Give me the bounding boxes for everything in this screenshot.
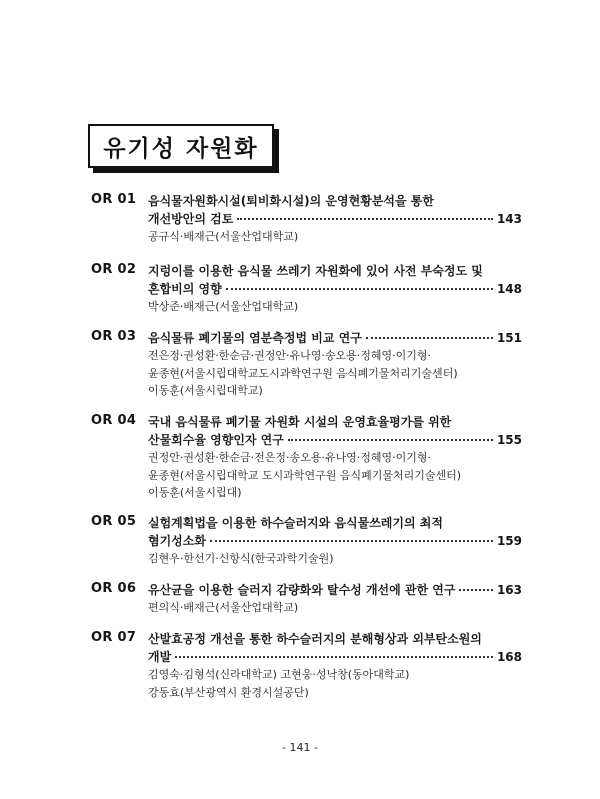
entry-title: 혐기성소화 — [148, 534, 206, 548]
entry-page: 155 — [496, 433, 522, 447]
entry-title: 유산균을 이용한 슬러지 감량화와 탈수성 개선에 관한 연구 — [148, 583, 456, 597]
entry-title: 실험계획법을 이용한 하수슬러지와 음식물쓰레기의 최적 — [148, 516, 443, 530]
entry-title: 국내 음식물류 폐기물 자원화 시설의 운영효율평가를 위한 — [148, 415, 452, 429]
entry-title: 지렁이를 이용한 음식물 쓰레기 자원화에 있어 사전 부숙정도 및 — [148, 264, 483, 278]
entry-title: 산발효공정 개선을 통한 하수슬러지의 분해형상과 외부탄소원의 — [148, 632, 482, 646]
dot-leader — [366, 336, 493, 339]
entry-authors: 공규식·배재근(서울산업대학교) — [148, 230, 299, 243]
entry-title: 개발 — [148, 650, 172, 664]
entry-authors: 김현우·한선기·신항식(한국과학기술원) — [148, 552, 334, 565]
entry-authors: 윤종현(서울시립대학교 도시과학연구원 음식폐기물처리기술센터) — [148, 468, 462, 482]
entry-title: 혼합비의 영향 — [148, 282, 222, 296]
entry-page: 143 — [496, 212, 522, 226]
dot-leader — [237, 217, 493, 220]
entry-title: 음식물자원화시설(퇴비화시설)의 운영현황분석을 통한 — [148, 194, 434, 208]
entry-page: 151 — [496, 331, 522, 345]
entry-code: OR 03 — [91, 329, 137, 344]
entry-authors: 강동효(부산광역시 환경시설공단) — [148, 685, 309, 699]
entry-code: OR 04 — [91, 413, 137, 428]
dot-leader — [226, 287, 493, 290]
entry-code: OR 06 — [91, 581, 137, 596]
entry-body — [148, 581, 522, 617]
entry-authors: 이동훈(서울시립대학교) — [148, 384, 263, 397]
entry-code: OR 01 — [91, 192, 137, 207]
entry-authors: 전은정·권성환·한순금·권정안·유나영·송오용·정혜영·이기형· — [148, 349, 431, 362]
entry-page: 148 — [496, 282, 522, 296]
entry-authors: 편의식·배재근(서울산업대학교) — [148, 601, 299, 614]
entry-page: 159 — [496, 534, 522, 548]
entry-body — [148, 413, 522, 502]
entry-page: 168 — [496, 650, 522, 664]
dot-leader — [210, 539, 493, 542]
dot-leader — [459, 588, 492, 591]
entry-body — [148, 262, 522, 316]
entry-authors: 권정안·권성환·한순금·전은정·송오용·유나영·정혜영·이기형· — [148, 451, 431, 464]
entry-body — [148, 329, 522, 400]
dot-leader — [288, 438, 493, 441]
entry-authors: 윤종현(서울시립대학교도시과학연구원 음식폐기물처리기술센터) — [148, 366, 458, 380]
entry-body — [148, 192, 522, 246]
entry-authors: 이동훈(서울시립대) — [148, 486, 242, 499]
entry-authors: 김영숙·김형석(신라대학교) 고현웅·성낙창(동아대학교) — [148, 668, 410, 681]
entry-title: 개선방안의 검토 — [148, 212, 234, 226]
entry-code: OR 02 — [91, 262, 137, 277]
entry-page: 163 — [496, 583, 522, 597]
entry-code: OR 07 — [91, 630, 137, 645]
entry-body — [148, 630, 522, 701]
entry-title: 음식물류 폐기물의 염분측정법 비교 연구 — [148, 331, 362, 345]
entry-title: 산물회수율 영향인자 연구 — [148, 433, 284, 447]
page-number: - 141 - — [282, 741, 318, 754]
dot-leader — [175, 655, 493, 658]
entry-body — [148, 514, 522, 568]
entry-authors: 박상준·배재근(서울산업대학교) — [148, 300, 299, 313]
entry-code: OR 05 — [91, 514, 137, 529]
section-title: 유기성 자원화 — [88, 124, 274, 168]
